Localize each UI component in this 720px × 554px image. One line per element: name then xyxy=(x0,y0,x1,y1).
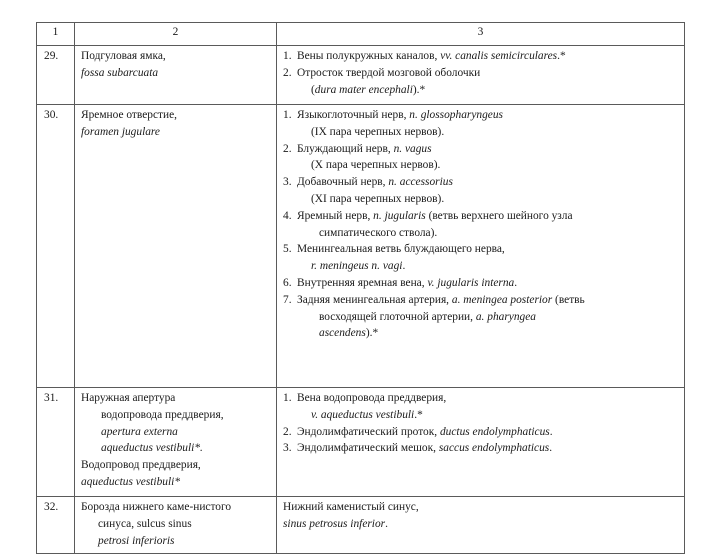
item-number: 5. xyxy=(283,243,292,256)
item-text: Менингеальная ветвь блуждающего нерва, xyxy=(297,243,505,256)
contents-line xyxy=(283,390,679,407)
contents-line xyxy=(283,141,679,158)
contents-line xyxy=(283,516,679,533)
item-number: 2. xyxy=(283,142,292,155)
item-text: Вена водопровода преддверия, xyxy=(297,392,447,404)
contents-line xyxy=(283,124,679,141)
table-row xyxy=(37,105,685,388)
item-number xyxy=(283,124,297,141)
item-text: Вены полукружных каналов, vv. canalis semicirculares.* xyxy=(297,50,566,62)
item-text: v. aqueductus vestibuli.* xyxy=(311,408,423,421)
header-row xyxy=(37,23,685,46)
item-number: 7. xyxy=(283,293,292,306)
contents-line xyxy=(283,292,679,309)
item-text: Нижний каменистый синус, xyxy=(283,501,419,513)
contents-line xyxy=(283,65,679,82)
header-col-2: 2 xyxy=(75,23,277,46)
item-number xyxy=(283,191,297,208)
structure-cell xyxy=(75,497,277,554)
contents-cell xyxy=(277,388,685,497)
contents-line xyxy=(283,325,679,342)
item-text: Эндолимфатический мешок, saccus endolymphaticus. xyxy=(297,442,553,455)
structure-line: foramen jugulare xyxy=(81,125,160,138)
structure-line: Яремное отверстие, xyxy=(81,109,178,121)
structure-line: Борозда нижнего каме-нистого xyxy=(81,501,232,513)
row-number: 32. xyxy=(37,497,75,554)
item-text: Внутренняя яремная вена, v. jugularis interna. xyxy=(297,276,518,289)
item-number xyxy=(283,309,297,326)
item-text: (IX пара черепных нервов). xyxy=(311,125,445,138)
row-number: 31. xyxy=(37,388,75,497)
item-number: 3. xyxy=(283,442,292,455)
table-header xyxy=(37,23,685,46)
contents-cell xyxy=(277,46,685,105)
structure-line: Наружная апертура xyxy=(81,392,176,404)
contents-line xyxy=(283,157,679,174)
structure-line: apertura externa xyxy=(101,425,178,438)
item-text: симпатического ствола). xyxy=(319,226,438,239)
item-number: 1. xyxy=(283,392,292,404)
structure-line: petrosi inferioris xyxy=(98,534,175,547)
item-number: 3. xyxy=(283,176,292,189)
contents-line xyxy=(283,258,679,275)
item-number: 2. xyxy=(283,66,292,79)
contents-line xyxy=(283,82,679,99)
item-number xyxy=(283,225,297,242)
item-number: 6. xyxy=(283,276,292,289)
item-number xyxy=(283,325,297,342)
item-text: Отросток твердой мозговой оболочки xyxy=(297,66,481,79)
contents-line xyxy=(283,107,679,124)
row-number: 29. xyxy=(37,46,75,105)
structure-cell xyxy=(75,105,277,388)
contents-line xyxy=(283,499,679,516)
table-row xyxy=(37,46,685,105)
item-number: 2. xyxy=(283,425,292,438)
structure-cell xyxy=(75,46,277,105)
contents-line xyxy=(283,191,679,208)
item-text: Языкоглоточный нерв, n. glossopharyngeus xyxy=(297,109,503,121)
structure-line: Подгуловая ямка, xyxy=(81,50,166,62)
item-text: Яремный нерв, n. jugularis (ветвь верхнего шейного узла xyxy=(297,209,573,222)
item-text: (X пара черепных нервов). xyxy=(311,159,441,172)
contents-line xyxy=(283,225,679,242)
item-number xyxy=(283,407,297,424)
contents-line xyxy=(283,424,679,441)
item-text: Добавочный нерв, n. accessorius xyxy=(297,176,453,189)
contents-cell xyxy=(277,497,685,554)
structure-line: водопровода преддверия, xyxy=(101,408,224,421)
table-body xyxy=(37,46,685,554)
table-row xyxy=(37,497,685,554)
contents-line xyxy=(283,275,679,292)
anatomy-table xyxy=(36,22,685,554)
item-text: (XI пара черепных нервов). xyxy=(311,192,445,205)
row-number: 30. xyxy=(37,105,75,388)
item-text: (dura mater encephali).* xyxy=(311,83,426,96)
structure-cell xyxy=(75,388,277,497)
structure-line: синуса, sulcus sinus xyxy=(98,517,192,530)
item-number: 4. xyxy=(283,209,292,222)
contents-line xyxy=(283,407,679,424)
structure-line: fossa subarcuata xyxy=(81,66,159,79)
contents-line xyxy=(283,241,679,258)
contents-line xyxy=(283,440,679,457)
header-col-3: 3 xyxy=(277,23,685,46)
structure-line: aqueductus vestibuli* xyxy=(81,475,181,488)
item-number xyxy=(283,82,297,99)
item-text: Блуждающий нерв, n. vagus xyxy=(297,142,432,155)
table-row xyxy=(37,388,685,497)
item-number xyxy=(283,258,297,275)
item-text: ascendens).* xyxy=(319,327,379,340)
contents-line xyxy=(283,309,679,326)
item-text: Эндолимфатический проток, ductus endolymphaticus. xyxy=(297,425,553,438)
contents-line xyxy=(283,48,679,65)
item-number: 1. xyxy=(283,109,292,121)
structure-line: Водопровод преддверия, xyxy=(81,459,201,472)
item-text: r. meningeus n. vagi. xyxy=(311,260,406,273)
item-text: восходящей глоточной артерии, a. pharyngea xyxy=(319,310,536,323)
structure-line: aqueductus vestibuli*. xyxy=(101,442,203,455)
item-text: sinus petrosus inferior. xyxy=(283,517,388,530)
item-number: 1. xyxy=(283,50,292,62)
header-col-1: 1 xyxy=(37,23,75,46)
contents-cell xyxy=(277,105,685,388)
contents-line xyxy=(283,208,679,225)
item-text: Задняя менингеальная артерия, a. meningea posterior (ветвь xyxy=(297,293,585,306)
item-number xyxy=(283,157,297,174)
contents-line xyxy=(283,174,679,191)
